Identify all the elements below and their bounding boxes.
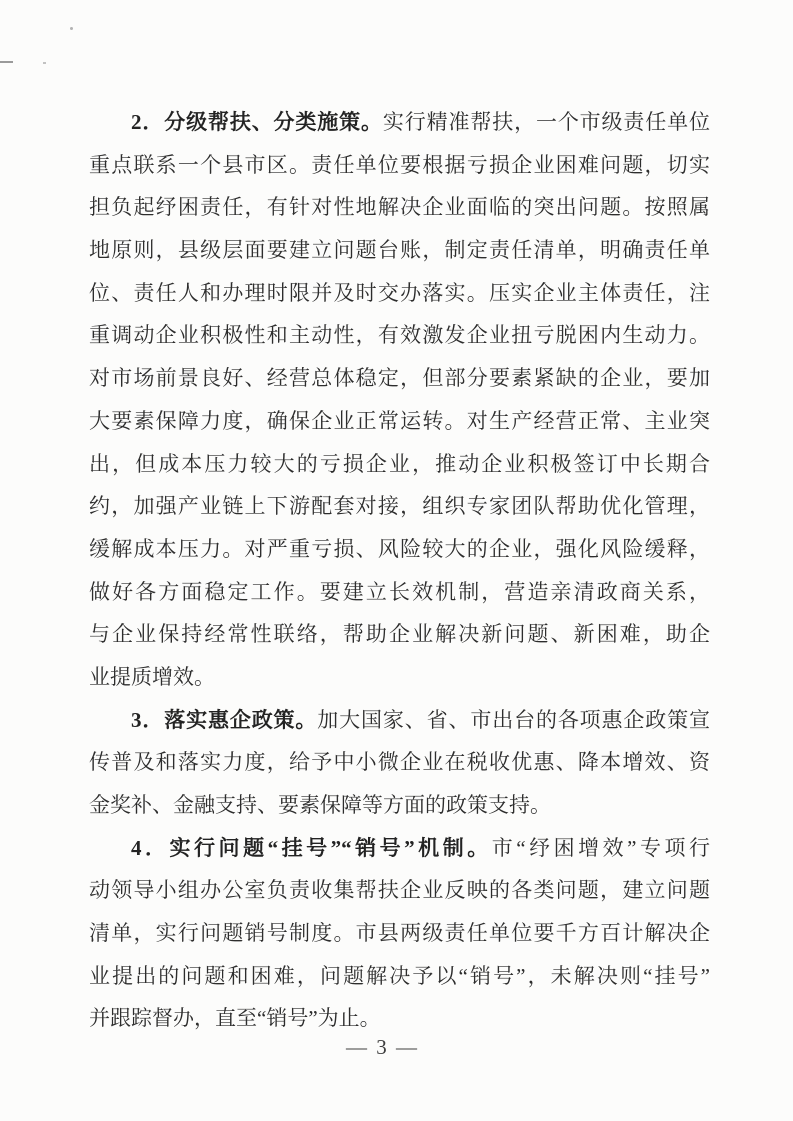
body-text: 担负起纾困责任，有针对性地解决企业面临的突出问题。按照属 [89, 195, 710, 220]
body-text: 实行精准帮扶，一个市级责任单位 [382, 110, 711, 134]
body-text: 位、责任人和办理时限并及时交办落实。压实企业主体责任，注 [89, 280, 710, 305]
body-text: 对市场前景良好、经营总体稳定，但部分要素紧缺的企业，要加 [89, 366, 710, 391]
scan-artifact-speck [70, 27, 73, 30]
text-line [89, 357, 710, 400]
body-text: 与企业保持经常性联络，帮助企业解决新问题、新困难，助企 [89, 622, 710, 647]
body-text: 并跟踪督办，直至“销号”为止。 [89, 1006, 381, 1031]
body-text: 加大国家、省、市出台的各项惠企政策宣 [317, 707, 711, 732]
text-line [89, 229, 710, 272]
body-text: 重点联系一个县市区。责任单位要根据亏损企业困难问题，切实 [89, 152, 710, 177]
body-text: 业提出的问题和困难，问题解决予以“销号”，未解决则“挂号” [89, 963, 710, 988]
text-line [89, 613, 710, 656]
text-line [89, 186, 710, 229]
text-line [89, 144, 710, 187]
text-line [89, 101, 710, 144]
paragraph-item-4 [89, 827, 710, 1040]
text-line [89, 784, 710, 827]
body-text: 大要素保障力度，确保企业正常运转。对生产经营正常、主业突 [89, 408, 710, 433]
document-body [89, 101, 710, 1040]
text-line [89, 443, 710, 486]
scan-artifact-edge-dash [0, 61, 13, 63]
text-line [89, 869, 710, 912]
body-text: 出，但成本压力较大的亏损企业，推动企业积极签订中长期合 [89, 451, 710, 476]
text-line [89, 485, 710, 528]
text-line [89, 827, 710, 870]
text-line [89, 528, 710, 571]
body-text: 金奖补、金融支持、要素保障等方面的政策支持。 [89, 793, 551, 817]
text-line [89, 699, 710, 742]
text-line [89, 955, 710, 998]
body-text: 缓解成本压力。对严重亏损、风险较大的企业，强化风险缓释， [89, 536, 710, 561]
item-heading: 4．实行问题“挂号”“销号”机制。 [131, 835, 492, 860]
text-line [89, 571, 710, 614]
body-text: 约，加强产业链上下游配套对接，组织专家团队帮助优化管理， [89, 494, 710, 519]
scan-artifact-speck [43, 62, 46, 64]
body-text: 业提质增效。 [89, 664, 215, 689]
text-line [89, 997, 710, 1040]
body-text: 市“纾困增效”专项行 [491, 835, 710, 860]
paragraph-item-3 [89, 699, 710, 827]
body-text: 传普及和落实力度，给予中小微企业在税收优惠、降本增效、资 [89, 750, 710, 775]
page-number: — 3 — [346, 1035, 419, 1059]
text-line [89, 912, 710, 955]
text-line [89, 400, 710, 443]
body-text: 动领导小组办公室负责收集帮扶企业反映的各类问题，建立问题 [89, 878, 710, 903]
text-line [89, 741, 710, 784]
item-heading: 2．分级帮扶、分类施策。 [131, 110, 383, 134]
paragraph-item-2 [89, 101, 710, 699]
text-line [89, 314, 710, 357]
text-line [89, 656, 710, 699]
item-heading: 3．落实惠企政策。 [131, 707, 318, 732]
text-line [89, 272, 710, 315]
body-text: 清单，实行问题销号制度。市县两级责任单位要千方百计解决企 [89, 921, 710, 946]
body-text: 地原则，县级层面要建立问题台账，制定责任清单，明确责任单 [89, 238, 710, 263]
body-text: 做好各方面稳定工作。要建立长效机制，营造亲清政商关系， [89, 579, 710, 604]
body-text: 重调动企业积极性和主动性，有效激发企业扭亏脱困内生动力。 [89, 323, 710, 348]
